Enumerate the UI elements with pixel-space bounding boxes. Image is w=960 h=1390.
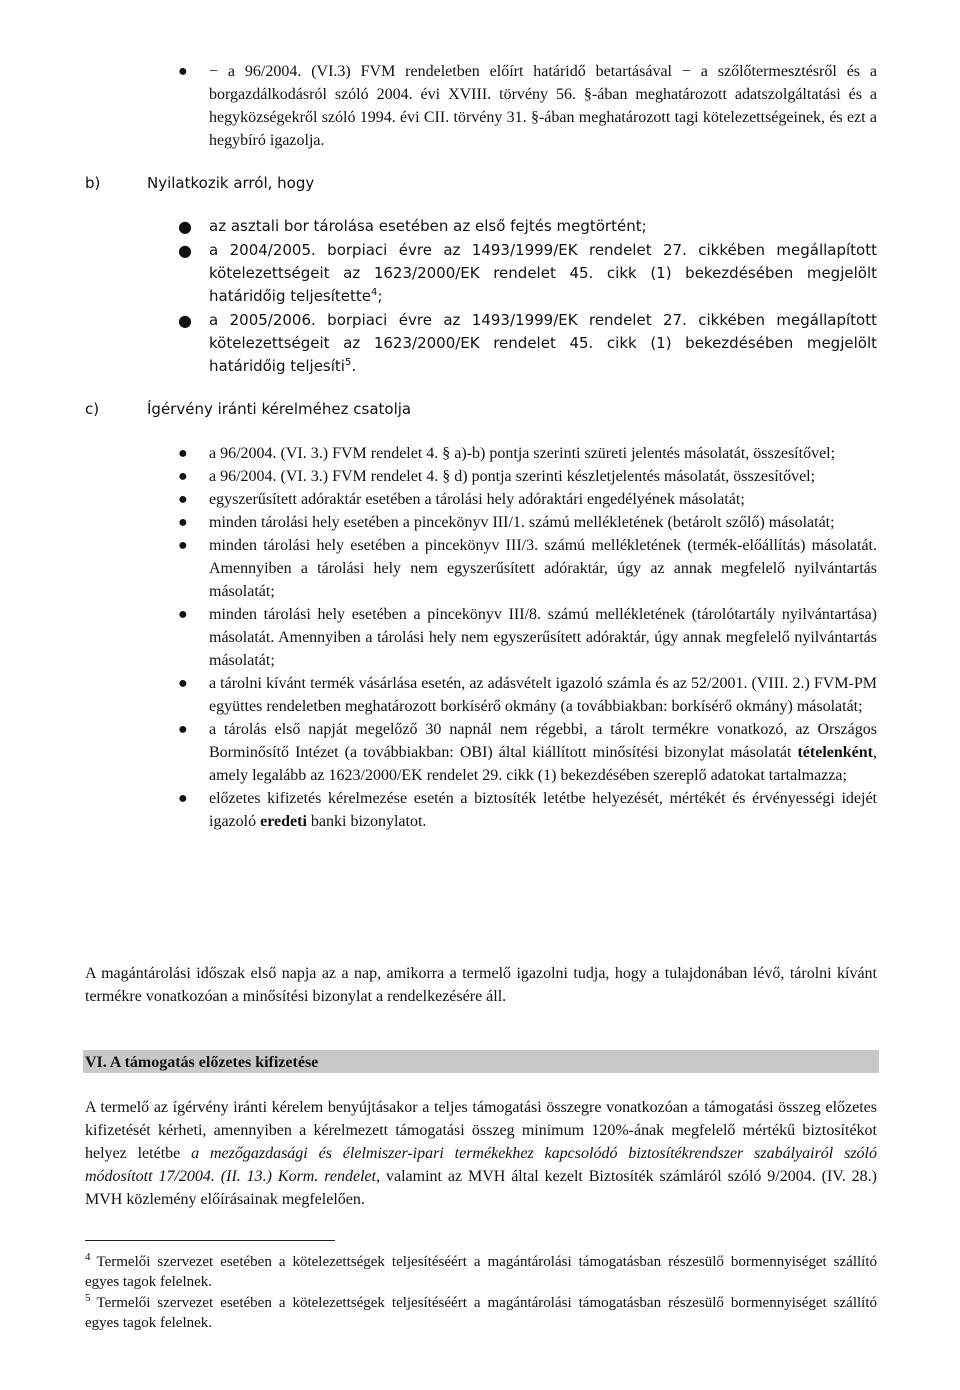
bullet-icon: ● xyxy=(178,468,188,485)
footnote-5: $^5$ Termelői szervezet esetében a kötelezettségek teljesítéséért a magántárolási támogatásban részesülő bormennyiséget szállító egyes tagok felelnek. xyxy=(85,1292,877,1331)
section-vi-paragraph: A termelő az ígérvény iránti kérelem benyújtásakor a teljes támogatási összegre vonatkozóan a támogatási összeg előzetes kifizetését kérheti, amennyiben a kérelmezett támogatási összeg minimum 120%-ának megfelelő mértékű biztosítékot helyez letétbe a mezőgazdasági és élelmiszer-ipari termékekhez kapcsolódó biztosítékrendszer szabályairól szóló módosított 17/2004. (II. 13.) Korm. rendelet, valamint az MVH által kezelt Biztosíték számláról szóló 9/2004. (IV. 28.) MVH közlemény előírásainak megfelelően. xyxy=(85,1099,877,1208)
footnote-ref: 5 xyxy=(344,357,352,368)
storage-paragraph: A magántárolási időszak első napja az a nap, amikorra a termelő igazolni tudja, hogy a tulajdonában lévő, tárolni kívánt termékre vonatkozóan a minősítési bizonylat a rendelkezésére áll. xyxy=(85,965,877,1005)
list-item: ● a tárolás első napját megelőző 30 napnál nem régebbi, a tárolt termékre vonatkozó, az Országos Borminősítő Intézet (a továbbiakban: OBI) által kiállított minősítési bizonylat másolatát tételenként, amely legalább az 1623/2000/EK rendelet 29. cikk (1) bekezdésében szereplő adatokat tartalmazza; xyxy=(0,718,960,787)
bullet-icon: ● xyxy=(178,675,188,692)
list-item: ● minden tárolási hely esetében a pincekönyv III/1. számú mellékletének (betárolt szőlő) másolatát; xyxy=(0,511,960,534)
list-item: ● minden tárolási hely esetében a pincekönyv III/3. számú mellékletének (termék-előállítás) másolatát. Amennyiben a tárolási hely nem egyszerűsített adóraktár, úgy az annak megfelelő nyilvántartás másolatát; xyxy=(0,534,960,603)
section-c-heading: c) Ígérvény iránti kérelméhez csatolja xyxy=(85,400,412,418)
bullet-icon: ● xyxy=(178,721,188,738)
list-item: ● a 96/2004. (VI. 3.) FVM rendelet 4. § d) pontja szerinti készletjelentés másolatát, összesítővel; xyxy=(0,465,960,488)
bullet-icon: ● xyxy=(178,241,192,260)
section-vi-header xyxy=(83,1050,879,1073)
list-item: ● a 96/2004. (VI. 3.) FVM rendelet 4. § a)-b) pontja szerinti szüreti jelentés másolatát, összesítővel; xyxy=(0,442,960,465)
bullet-icon: ● xyxy=(178,217,192,236)
list-item: ● minden tárolási hely esetében a pincekönyv III/8. számú mellékletének (tárolótartály nyilvántartása) másolatát. Amennyiben a tárolási hely nem egyszerűsített adóraktár, úgy annak megfelelő nyilvántartás másolatát; xyxy=(0,603,960,672)
list-item: ● előzetes kifizetés kérelmezése esetén a biztosíték letétbe helyezését, mértékét és érvényességi idejét igazoló eredeti banki bizonylatot. xyxy=(0,787,960,833)
section-b-heading: b) Nyilatkozik arról, hogy xyxy=(85,174,315,192)
bullet-icon: ● xyxy=(178,790,188,807)
bullet-icon: ● xyxy=(178,311,192,330)
bullet-icon: ● xyxy=(178,491,188,508)
list-item: ● − a 96/2004. (VI.3) FVM rendeletben előírt határidő betartásával − a szőlőtermesztésről és a borgazdálkodásról szóló 2004. évi XVIII. törvény 56. §-ában meghatározott adatszolgáltatási és a hegyközségekről szóló 1994. évi CII. törvény 31. §-ában meghatározott tagi kötelezettségeinek, és ezt a hegybíró igazolja. xyxy=(0,60,960,152)
list-item: ● az asztali bor tárolása esetében az első fejtés megtörtént; xyxy=(178,217,647,236)
section-b-list xyxy=(0,215,960,378)
list-item: ● a 2004/2005. borpiaci évre az 1493/1999/EK rendelet 27. cikkében megállapított kötelezettségeit az 1623/2000/EK rendelet 45. cikk (1) bekezdésében megjelölt határidőig teljesítette$^4$; xyxy=(178,241,877,305)
bullet-icon: ● xyxy=(178,537,188,554)
footnote-separator xyxy=(85,1240,335,1241)
list-item: ● a 2005/2006. borpiaci évre az 1493/1999/EK rendelet 27. cikkében megállapított kötelezettségeit az 1623/2000/EK rendelet 45. cikk (1) bekezdésében megjelölt határidőig teljesíti$^5$. xyxy=(178,311,877,375)
list-item: ● egyszerűsített adóraktár esetében a tárolási hely adóraktári engedélyének másolatát; xyxy=(0,488,960,511)
bullet-icon: ● xyxy=(178,445,188,462)
top-list xyxy=(0,60,960,152)
bullet-icon: ● xyxy=(178,63,188,80)
section-c-list xyxy=(0,442,960,833)
footnote-4: $^4$ Termelői szervezet esetében a kötelezettségek teljesítéséért a magántárolási támogatásban részesülő bormennyiséget szállító egyes tagok felelnek. xyxy=(85,1251,877,1290)
section-vi-title: VI. A támogatás előzetes kifizetése xyxy=(85,1054,319,1071)
list-item: ● a tárolni kívánt termék vásárlása esetén, az adásvételt igazoló számla és az 52/2001. (VIII. 2.) FVM-PM együttes rendeletben meghatározott borkísérő okmány (a továbbiakban: borkísérő okmány) másolatát; xyxy=(0,672,960,718)
bullet-icon: ● xyxy=(178,514,188,531)
bullet-icon: ● xyxy=(178,606,188,623)
footnote-ref: 4 xyxy=(371,287,378,298)
